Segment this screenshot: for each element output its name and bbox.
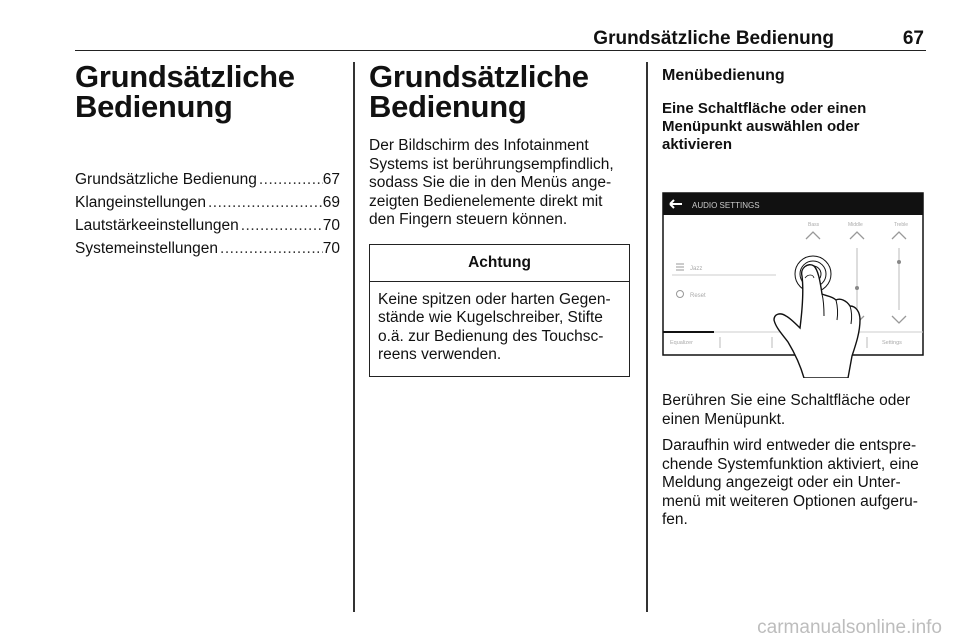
intro-paragraph: [369, 137, 634, 230]
column-divider-1: [353, 62, 355, 612]
intro-line: Systems ist berührungsempfindlich,: [369, 155, 614, 173]
toc-page: 70: [322, 217, 340, 234]
left-column: [75, 59, 340, 260]
toc-page: 70: [322, 240, 340, 257]
toc-label: Systemeinstellungen: [75, 240, 219, 257]
chapter-title: [75, 59, 340, 124]
toc-entry[interactable]: [75, 168, 340, 191]
toc-entry[interactable]: [75, 214, 340, 237]
tab-label: Equalizer: [670, 340, 693, 346]
table-of-contents: [75, 168, 340, 260]
page-number: 67: [902, 28, 924, 49]
subsubsection-heading: [662, 100, 930, 154]
intro-line: Der Bildschirm des Infotainment: [369, 137, 589, 154]
caption-paragraph-2: [662, 437, 930, 530]
column-label-2: Middle: [848, 222, 863, 228]
caption-line: menü mit weiteren Optionen aufgeru-: [662, 492, 918, 510]
menu-item-label: Reset: [690, 293, 706, 299]
caption-line: einen Menüpunkt.: [662, 410, 786, 428]
screen-title: AUDIO SETTINGS: [692, 201, 760, 210]
watermark: carmanualsonline.info: [757, 617, 942, 638]
toc-page: 69: [322, 194, 340, 211]
toc-leader: [257, 168, 323, 191]
warning-text: [370, 282, 629, 376]
toc-leader: [218, 237, 323, 260]
toc-leader: [239, 214, 323, 237]
intro-line: den Fingern steuern können.: [369, 211, 568, 228]
caption-line: Meldung angezeigt oder ein Unter-: [662, 474, 901, 491]
chapter-title-line1: Grundsätzliche: [75, 59, 295, 94]
intro-line: zeigten Bedienelemente direkt mit: [369, 192, 603, 210]
section-title: [369, 59, 634, 124]
caption-line: chende Systemfunktion aktiviert, eine: [662, 455, 919, 473]
touchscreen-figure-svg: [662, 192, 924, 378]
menu-item-label: Jazz: [690, 266, 703, 272]
column-label-1: Bass: [808, 222, 820, 228]
tab-label: Settings: [882, 340, 902, 346]
toc-label: Lautstärkeeinstellungen: [75, 217, 239, 234]
subsection-heading: Menübedienung: [662, 67, 785, 84]
subheading-line: Menüpunkt auswählen oder: [662, 118, 860, 135]
running-header: [75, 28, 926, 51]
warning-line: reens verwenden.: [378, 346, 502, 363]
toc-label: Klangeinstellungen: [75, 194, 206, 211]
section-title-line1: Grundsätzliche: [369, 59, 589, 94]
warning-line: Keine spitzen oder harten Gegen-: [378, 290, 611, 308]
caption-line: Daraufhin wird entweder die entspre-: [662, 437, 917, 454]
right-column: [662, 66, 930, 530]
slider-knob: [855, 286, 859, 290]
caption-paragraph-1: [662, 392, 930, 429]
warning-line: o.ä. zur Bedienung des Touchsc-: [378, 327, 604, 345]
toc-entry[interactable]: [75, 237, 340, 260]
toc-page: 67: [322, 171, 340, 188]
caption-line: fen.: [662, 511, 688, 528]
touchscreen-illustration: [662, 192, 924, 378]
warning-title: Achtung: [370, 245, 629, 282]
caption-line: Berühren Sie eine Schaltfläche oder: [662, 392, 911, 409]
column-label-3: Treble: [894, 222, 908, 228]
slider-knob: [897, 260, 901, 264]
subheading-line: Eine Schaltfläche oder einen: [662, 100, 867, 117]
middle-column: [369, 59, 634, 377]
warning-line: stände wie Kugelschreiber, Stifte: [378, 309, 603, 326]
toc-entry[interactable]: [75, 191, 340, 214]
section-title-line2: Bedienung: [369, 89, 527, 124]
warning-box: [369, 244, 630, 377]
intro-line: sodass Sie die in den Menüs ange-: [369, 174, 612, 191]
toc-leader: [206, 191, 323, 214]
chapter-title-line2: Bedienung: [75, 89, 233, 124]
toc-label: Grundsätzliche Bedienung: [75, 171, 257, 188]
header-title: Grundsätzliche Bedienung: [593, 28, 834, 49]
subheading-line: aktivieren: [662, 136, 733, 153]
column-divider-2: [646, 62, 648, 612]
